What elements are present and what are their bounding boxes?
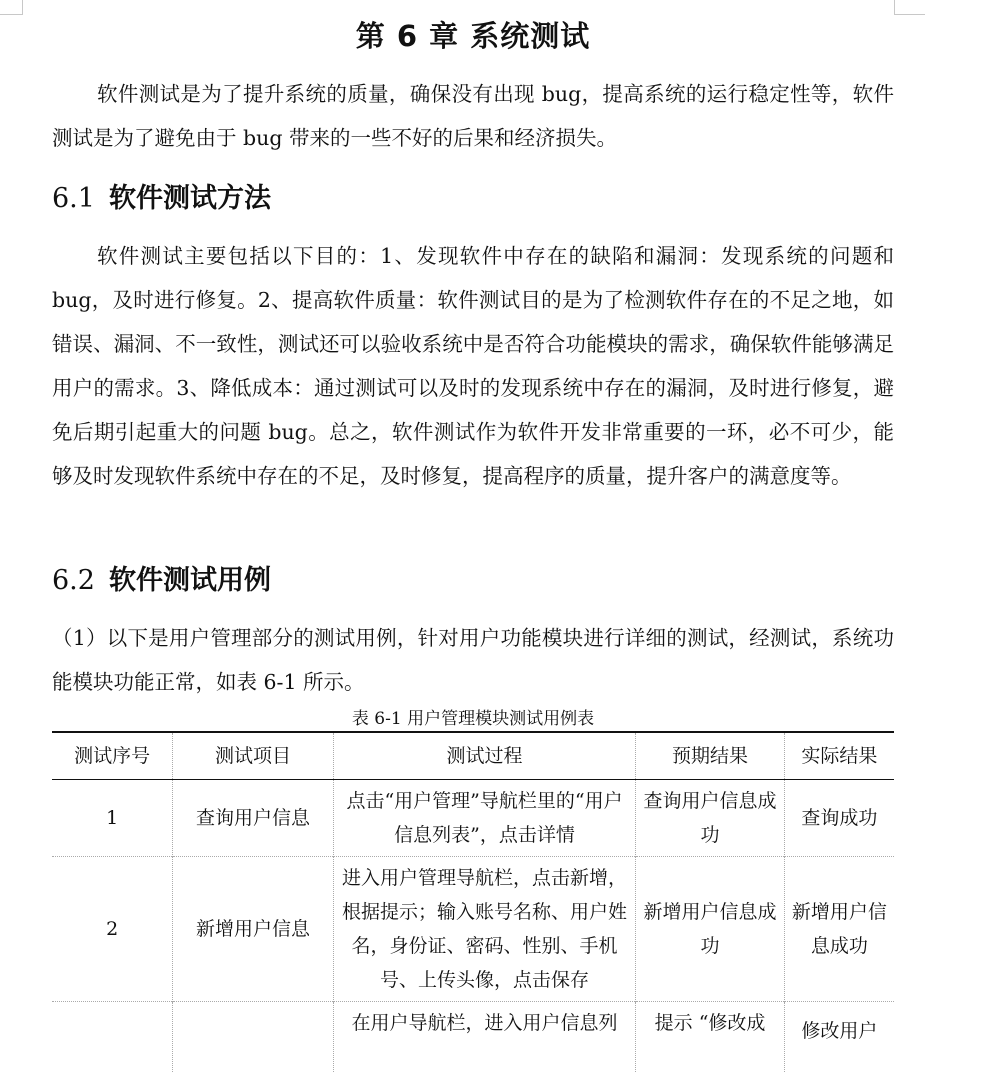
table-cell: 新增用户信息成功 <box>636 857 784 1002</box>
table-cell: 1 <box>52 780 173 857</box>
section-paragraph: （1）以下是用户管理部分的测试用例，针对用户功能模块进行详细的测试，经测试，系统功能模块功能正常，如表 6-1 所示。 <box>52 626 894 694</box>
section-title: 软件测试用例 <box>108 565 271 596</box>
table-row <box>52 780 894 857</box>
header-cell: 测试序号 <box>52 732 173 780</box>
table-cell <box>173 1002 333 1072</box>
table-cell: 查询成功 <box>784 780 894 857</box>
section-heading <box>52 558 271 597</box>
intro-paragraph: 软件测试是为了提升系统的质量，确保没有出现 bug，提高系统的运行稳定性等，软件测试是为了避免由于 bug 带来的一些不好的后果和经济损失。 <box>52 82 894 150</box>
page-corner-mark <box>0 0 23 15</box>
table-cell: 提示 “修改成 <box>636 1002 784 1072</box>
header-cell: 测试过程 <box>333 732 636 780</box>
table-cell: 修改用户 <box>784 1002 894 1072</box>
section-heading <box>52 176 271 215</box>
table-cell: 2 <box>52 857 173 1002</box>
section-number: 6.1 <box>52 183 95 214</box>
section-number: 6.2 <box>52 565 95 596</box>
table-row <box>52 1002 894 1072</box>
test-case-table <box>52 731 894 1072</box>
table-cell: 进入用户管理导航栏，点击新增，根据提示；输入账号名称、用户姓名，身份证、密码、性别、手机号、上传头像，点击保存 <box>333 857 636 1002</box>
table-cell: 在用户导航栏，进入用户信息列 <box>333 1002 636 1072</box>
header-cell: 实际结果 <box>784 732 894 780</box>
table-caption: 表 6-1 用户管理模块测试用例表 <box>351 709 595 729</box>
section-title: 软件测试方法 <box>108 183 271 214</box>
table-cell: 新增用户信息成功 <box>784 857 894 1002</box>
table-cell: 点击“用户管理”导航栏里的“用户信息列表”，点击详情 <box>333 780 636 857</box>
table-row <box>52 857 894 1002</box>
table-cell: 查询用户信息成功 <box>636 780 784 857</box>
table-cell: 查询用户信息 <box>173 780 333 857</box>
header-cell: 预期结果 <box>636 732 784 780</box>
section-paragraph: 软件测试主要包括以下目的：1、发现软件中存在的缺陷和漏洞：发现系统的问题和 bug，及时进行修复。2、提高软件质量：软件测试目的是为了检测软件存在的不足之地，如错误、漏洞、不一致性，测试还可以验收系统中是否符合功能模块的需求，确保软件能够满足用户的需求。3、降低成本：通过测试可以及时的发现系统中存在的漏洞，及时进行修复，避免后期引起重大的问题 bug。总之，软件测试作为软件开发非常重要的一环，必不可少，能够及时发现软件系统中存在的不足，及时修复，提高程序的质量，提升客户的满意度等。 <box>52 244 894 488</box>
header-cell: 测试项目 <box>173 732 333 780</box>
chapter-title: 第 6 章 系统测试 <box>355 19 591 53</box>
table-cell: 新增用户信息 <box>173 857 333 1002</box>
table-header-row <box>52 732 894 780</box>
page-corner-mark <box>894 0 925 15</box>
table-cell <box>52 1002 173 1072</box>
